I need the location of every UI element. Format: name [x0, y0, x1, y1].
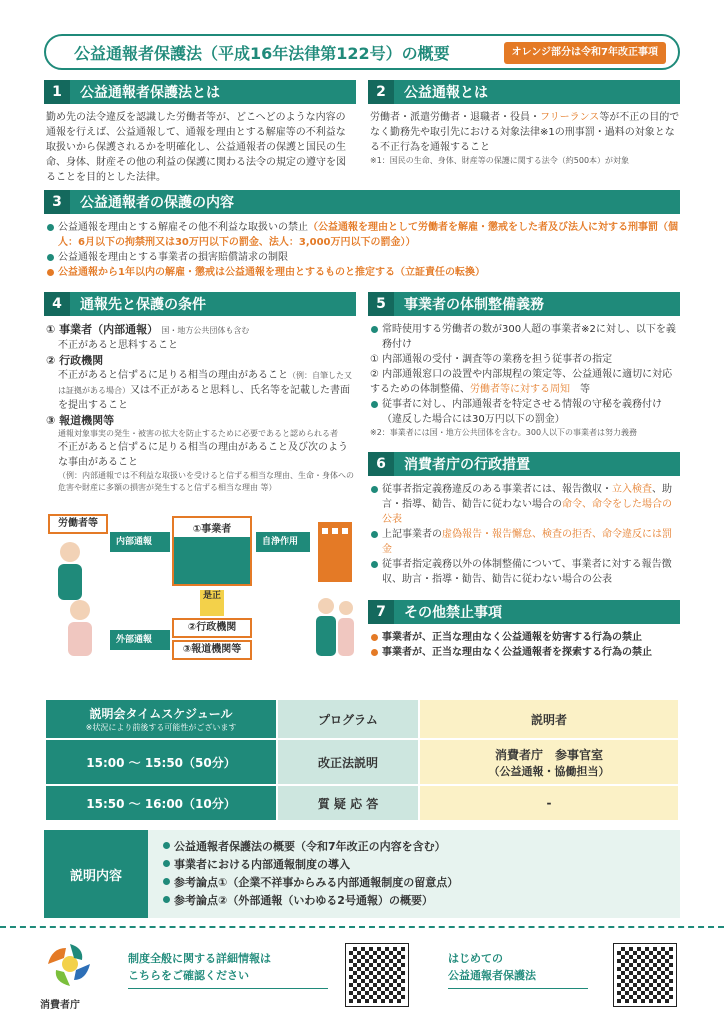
list-item: 参考論点①（企業不祥事からみる内部通報制度の留意点） [162, 874, 458, 892]
item-body: 不正があると信ずるに足りる相当の理由があること及び次のような事由があること [58, 442, 348, 468]
section-title: 公益通報とは [404, 85, 488, 101]
list-item: 公益通報者保護法の概要（令和7年改正の内容を含む） [162, 838, 458, 856]
text-orange: フリーランス [540, 112, 600, 123]
section-2-body [370, 110, 680, 167]
numbered-item [370, 367, 680, 397]
section-5-body [370, 322, 680, 439]
schedule-note: ※状況により前後する可能性がございます [85, 723, 237, 732]
section-number: 6 [368, 452, 394, 476]
section-1-header [44, 80, 356, 104]
external-report-arrow: 外部通報 [110, 630, 170, 650]
section-2-header [368, 80, 680, 104]
bullet-item: 事業者が、正当な理由なく公益通報を妨害する行為の禁止 [370, 630, 680, 645]
section-5-header [368, 292, 680, 316]
admin-agency-box: ②行政機関 [172, 618, 252, 638]
workers-illustration [48, 536, 118, 656]
company-box [172, 516, 252, 586]
text-orange: 虚偽報告・報告懈怠、検査の拒否、命令違反には罰金 [382, 529, 672, 555]
section-number: 3 [44, 190, 70, 214]
footer [0, 926, 724, 1024]
detail-info-link[interactable]: 制度全般に関する詳細情報は こちらをご確認ください [128, 950, 328, 989]
bullet-item [370, 527, 680, 557]
list-item: 事業者における内部通報制度の導入 [162, 856, 458, 874]
speaker-cell: - [419, 785, 679, 821]
section-3-header [44, 190, 680, 214]
item-tag: 通報対象事実の発生・被害の拡大を防止するために必要であると認められる者 [58, 429, 338, 438]
time-cell: 15:50 ～ 16:00（10分） [45, 785, 277, 821]
speaker-sub: （公益通報・協働担当） [488, 764, 610, 778]
reporting-diagram [44, 514, 356, 664]
bullet-item: 常時使用する労働者の数が300人超の事業者※2に対し、以下を義務付け [370, 322, 680, 352]
title-box [44, 34, 680, 70]
numbered-item: ① 内部通報の受付・調査等の業務を担う従事者の指定 [370, 354, 613, 365]
program-cell: 改正法説明 [277, 739, 419, 785]
text: 公益通報を理由とする解雇その他不利益な取扱いの禁止 [58, 222, 308, 233]
speaker-header: 説明者 [419, 699, 679, 739]
contents-label: 説明内容 [44, 830, 148, 918]
company-label: ①事業者 [174, 518, 250, 537]
bullet-item: 事業者が、正当な理由なく公益通報者を探索する行為の禁止 [370, 645, 680, 660]
item-body [46, 368, 354, 413]
text-orange: 労働者等に対する周知 [470, 384, 570, 395]
section-number: 1 [44, 80, 70, 104]
text: 労働者・派遣労働者・退職者・役員・ [370, 112, 540, 123]
page-title: 公益通報者保護法（平成16年法律第122号）の概要 [74, 43, 450, 63]
text-small: （例：自筆した又は証拠がある場合） [58, 371, 352, 395]
bullet-item [46, 220, 680, 250]
logo-text: 消費者庁 [40, 1000, 80, 1011]
beginner-guide-link[interactable]: はじめての 公益通報者保護法 [448, 950, 588, 989]
footnote: ※1：国民の生命、身体、財産等の保護に関する法令（約500本）が対象 [370, 156, 630, 165]
bullet-item [370, 482, 680, 527]
table-header-row [45, 699, 679, 739]
item-title: ② 行政機関 [46, 354, 104, 367]
section-number: 7 [368, 600, 394, 624]
item-title: ① 事業者（内部通報） [46, 323, 159, 336]
speaker-name: 消費者庁 参事官室 [494, 747, 603, 762]
section-title: その他禁止事項 [404, 605, 502, 621]
text: ② 内部通報窓口の設置や内部規程の策定等、公益通報に適切に対応するための体制整備、 [370, 369, 673, 395]
building-illustration [312, 522, 356, 664]
correction-arrow: 是正 [200, 590, 224, 616]
media-box: ③報道機関等 [172, 640, 252, 660]
text: 、助言・指導、勧告、勧告に従わない場合の [382, 484, 672, 510]
section-6-header [368, 452, 680, 476]
section-4-header [44, 292, 356, 316]
text: 不正があると信ずるに足りる相当の理由があること [58, 370, 288, 381]
section-number: 2 [368, 80, 394, 104]
schedule-title-cell [45, 699, 277, 739]
internal-report-arrow: 内部通報 [110, 532, 170, 552]
bullet-item: 従事者指定義務以外の体制整備について、事業者に対する報告徴収、助言・指導・勧告、勧告に従わない場合の公表 [370, 557, 680, 587]
text-orange: 命令、命令をした場合の公表 [382, 499, 672, 525]
section-title: 消費者庁の行政措置 [404, 457, 530, 473]
schedule-table [44, 698, 680, 822]
table-row [45, 739, 679, 785]
legend-badge: オレンジ部分は令和7年改正事項 [504, 42, 666, 64]
section-4-body [46, 322, 354, 494]
section-title: 公益通報者の保護の内容 [80, 195, 234, 211]
contents-list [162, 838, 458, 910]
section-7-header [368, 600, 680, 624]
section-title: 通報先と保護の条件 [80, 297, 206, 313]
item-title: ③ 報道機関等 [46, 414, 115, 427]
section-1-body: 勤め先の法令違反を認識した労働者等が、どこへどのような内容の通報を行えば、公益通報して、通報を理由とする解雇等の不利益な取扱いから保護されるかを明確化し、公益通報者の保護と国民の生命、身体、財産その他の利益の保護に関わる法令の規定の遵守を図ることを目的とした法律。 [46, 112, 346, 183]
bullet-item: 公益通報を理由とする事業者の損害賠償請求の制限 [46, 250, 680, 265]
section-6-body [370, 482, 680, 587]
time-cell: 15:00 ～ 15:50（50分） [45, 739, 277, 785]
contents-box [44, 830, 680, 918]
caa-logo-icon [40, 940, 100, 990]
workers-label: 労働者等 [48, 514, 108, 534]
table-row [45, 785, 679, 821]
item-body: 不正があると思料すること [58, 340, 178, 351]
section-7-body [370, 630, 680, 660]
text: 等 [570, 384, 590, 395]
text: 等が不正の目的でなく勤務先や取引先における対象法律※1の刑事罰・過料の対象となる不正行為を通報すること [370, 112, 680, 153]
section-number: 5 [368, 292, 394, 316]
item-tag: 国・地方公共団体も含む [161, 326, 250, 335]
schedule-title: 説明会タイムスケジュール [89, 707, 233, 721]
text: 従事者指定義務違反のある事業者には、報告徴収・ [382, 484, 612, 495]
bullet-item: 従事者に対し、内部通報者を特定させる情報の守秘を義務付け（違反した場合には30万円以下の罰金） [370, 397, 680, 427]
section-number: 4 [44, 292, 70, 316]
text-orange: 立入検査 [612, 484, 652, 495]
text-orange: （公益通報を理由として労働者を解雇・懲戒をした者及び法人に対する刑事罰（個人：6月以下の拘禁刑又は30万円以下の罰金、法人：3,000万円以下の罰金）） [58, 222, 678, 248]
list-item: 参考論点②（外部通報（いわゆる2号通報）の概要） [162, 892, 458, 910]
section-3-body [46, 220, 680, 280]
section-title: 事業者の体制整備義務 [404, 297, 544, 313]
item-note: （例：内部通報では不利益な取扱いを受けると信ずる相当な理由、生命・身体への危害や財産に多額の損害が発生すると信ずる相当な理由 等） [58, 471, 354, 492]
bullet-item: 公益通報から1年以内の解雇・懲戒は公益通報を理由とするものと推定する（立証責任の転換） [46, 265, 680, 280]
qr-code-1[interactable] [346, 944, 408, 1006]
program-header: プログラム [277, 699, 419, 739]
section-title: 公益通報者保護法とは [80, 85, 220, 101]
self-correction-arrow: 自浄作用 [256, 532, 310, 552]
program-cell: 質 疑 応 答 [277, 785, 419, 821]
text: 又は不正があると思料し、氏名等を記載した書面を提出すること [58, 385, 350, 411]
footnote: ※2：事業者には国・地方公共団体を含む。300人以下の事業者は努力義務 [370, 428, 638, 437]
speaker-cell [419, 739, 679, 785]
qr-code-2[interactable] [614, 944, 676, 1006]
text: 上記事業者の [382, 529, 442, 540]
